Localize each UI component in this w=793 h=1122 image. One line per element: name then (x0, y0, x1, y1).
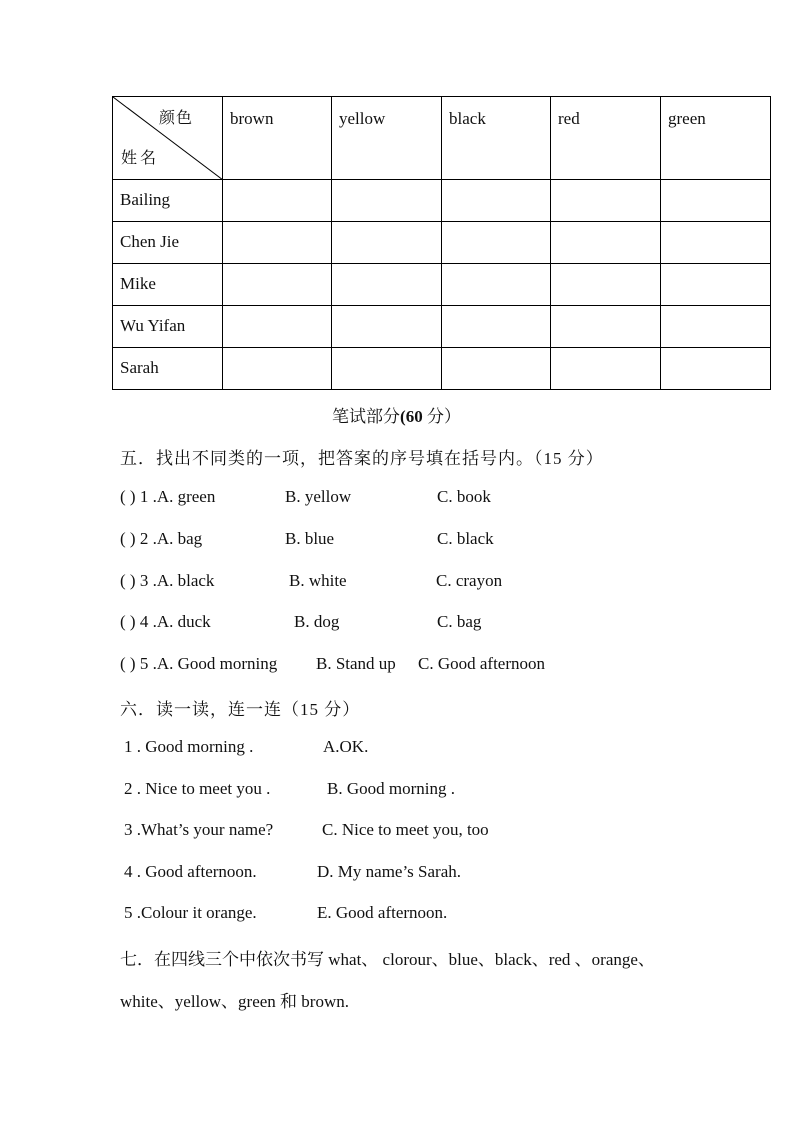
section7-line2: white、yellow、green 和 brown. (120, 992, 349, 1011)
table-row (113, 264, 771, 306)
corner-name-label: 姓名 (121, 150, 160, 167)
color-header: red (551, 97, 661, 180)
option-c: C. bag (437, 612, 482, 631)
match-left: 1 . Good morning . (124, 737, 254, 756)
option-b: B. blue (285, 529, 335, 548)
answer-cell[interactable] (551, 306, 661, 348)
name-cell: Chen Jie (113, 222, 223, 264)
question-number: ( ) 5 .A. Good morning (120, 654, 278, 673)
color-name-table (112, 96, 771, 390)
question-number: ( ) 4 .A. duck (120, 612, 211, 631)
answer-cell[interactable] (332, 306, 442, 348)
question-number: ( ) 2 .A. bag (120, 529, 203, 548)
match-left: 2 . Nice to meet you . (124, 779, 271, 798)
answer-cell[interactable] (551, 348, 661, 390)
color-header: yellow (332, 97, 442, 180)
option-b: B. yellow (285, 487, 352, 506)
match-right: C. Nice to meet you, too (322, 820, 489, 839)
section6-title: 六．读一读，连一连（15 分） (120, 700, 361, 719)
color-header: brown (223, 97, 332, 180)
section5-title: 五．找出不同类的一项，把答案的序号填在括号内。（15 分） (120, 449, 604, 468)
answer-cell[interactable] (332, 348, 442, 390)
option-c: C. black (437, 529, 494, 548)
match-right: B. Good morning . (327, 779, 455, 798)
option-c: C. crayon (436, 571, 503, 590)
corner-color-label: 颜色 (159, 110, 194, 127)
table-row (113, 306, 771, 348)
answer-cell[interactable] (442, 180, 551, 222)
diagonal-corner-cell (113, 97, 223, 180)
option-c: C. book (437, 487, 491, 506)
section7-line1: 七．在四线三个中依次书写 what、 clorour、blue、black、red 、orange、 (120, 950, 655, 969)
match-left: 3 .What’s your name? (124, 820, 274, 839)
match-right: D. My name’s Sarah. (317, 862, 462, 881)
option-b: B. white (289, 571, 347, 590)
answer-cell[interactable] (223, 348, 332, 390)
name-cell: Bailing (113, 180, 223, 222)
answer-cell[interactable] (551, 264, 661, 306)
name-cell: Mike (113, 264, 223, 306)
table-row (113, 348, 771, 390)
name-cell: Sarah (113, 348, 223, 390)
answer-cell[interactable] (661, 348, 771, 390)
match-left: 4 . Good afternoon. (124, 862, 257, 881)
answer-cell[interactable] (223, 264, 332, 306)
answer-cell[interactable] (442, 264, 551, 306)
match-right: A.OK. (323, 737, 369, 756)
option-c: C. Good afternoon (418, 654, 546, 673)
color-header: black (442, 97, 551, 180)
color-header: green (661, 97, 771, 180)
answer-cell[interactable] (223, 306, 332, 348)
match-right: E. Good afternoon. (317, 903, 448, 922)
table-header-row (113, 97, 771, 180)
table-row (113, 222, 771, 264)
question-number: ( ) 1 .A. green (120, 487, 216, 506)
answer-cell[interactable] (551, 222, 661, 264)
answer-cell[interactable] (223, 180, 332, 222)
answer-cell[interactable] (332, 222, 442, 264)
answer-cell[interactable] (661, 306, 771, 348)
answer-cell[interactable] (551, 180, 661, 222)
answer-cell[interactable] (442, 306, 551, 348)
table-row (113, 180, 771, 222)
name-cell: Wu Yifan (113, 306, 223, 348)
answer-cell[interactable] (661, 222, 771, 264)
written-part-title: 笔试部分(60 分） (332, 407, 461, 426)
answer-cell[interactable] (661, 180, 771, 222)
answer-cell[interactable] (332, 264, 442, 306)
answer-cell[interactable] (661, 264, 771, 306)
answer-cell[interactable] (332, 180, 442, 222)
option-b: B. dog (294, 612, 340, 631)
answer-cell[interactable] (442, 348, 551, 390)
option-b: B. Stand up (316, 654, 396, 673)
match-left: 5 .Colour it orange. (124, 903, 257, 922)
question-number: ( ) 3 .A. black (120, 571, 215, 590)
answer-cell[interactable] (442, 222, 551, 264)
answer-cell[interactable] (223, 222, 332, 264)
